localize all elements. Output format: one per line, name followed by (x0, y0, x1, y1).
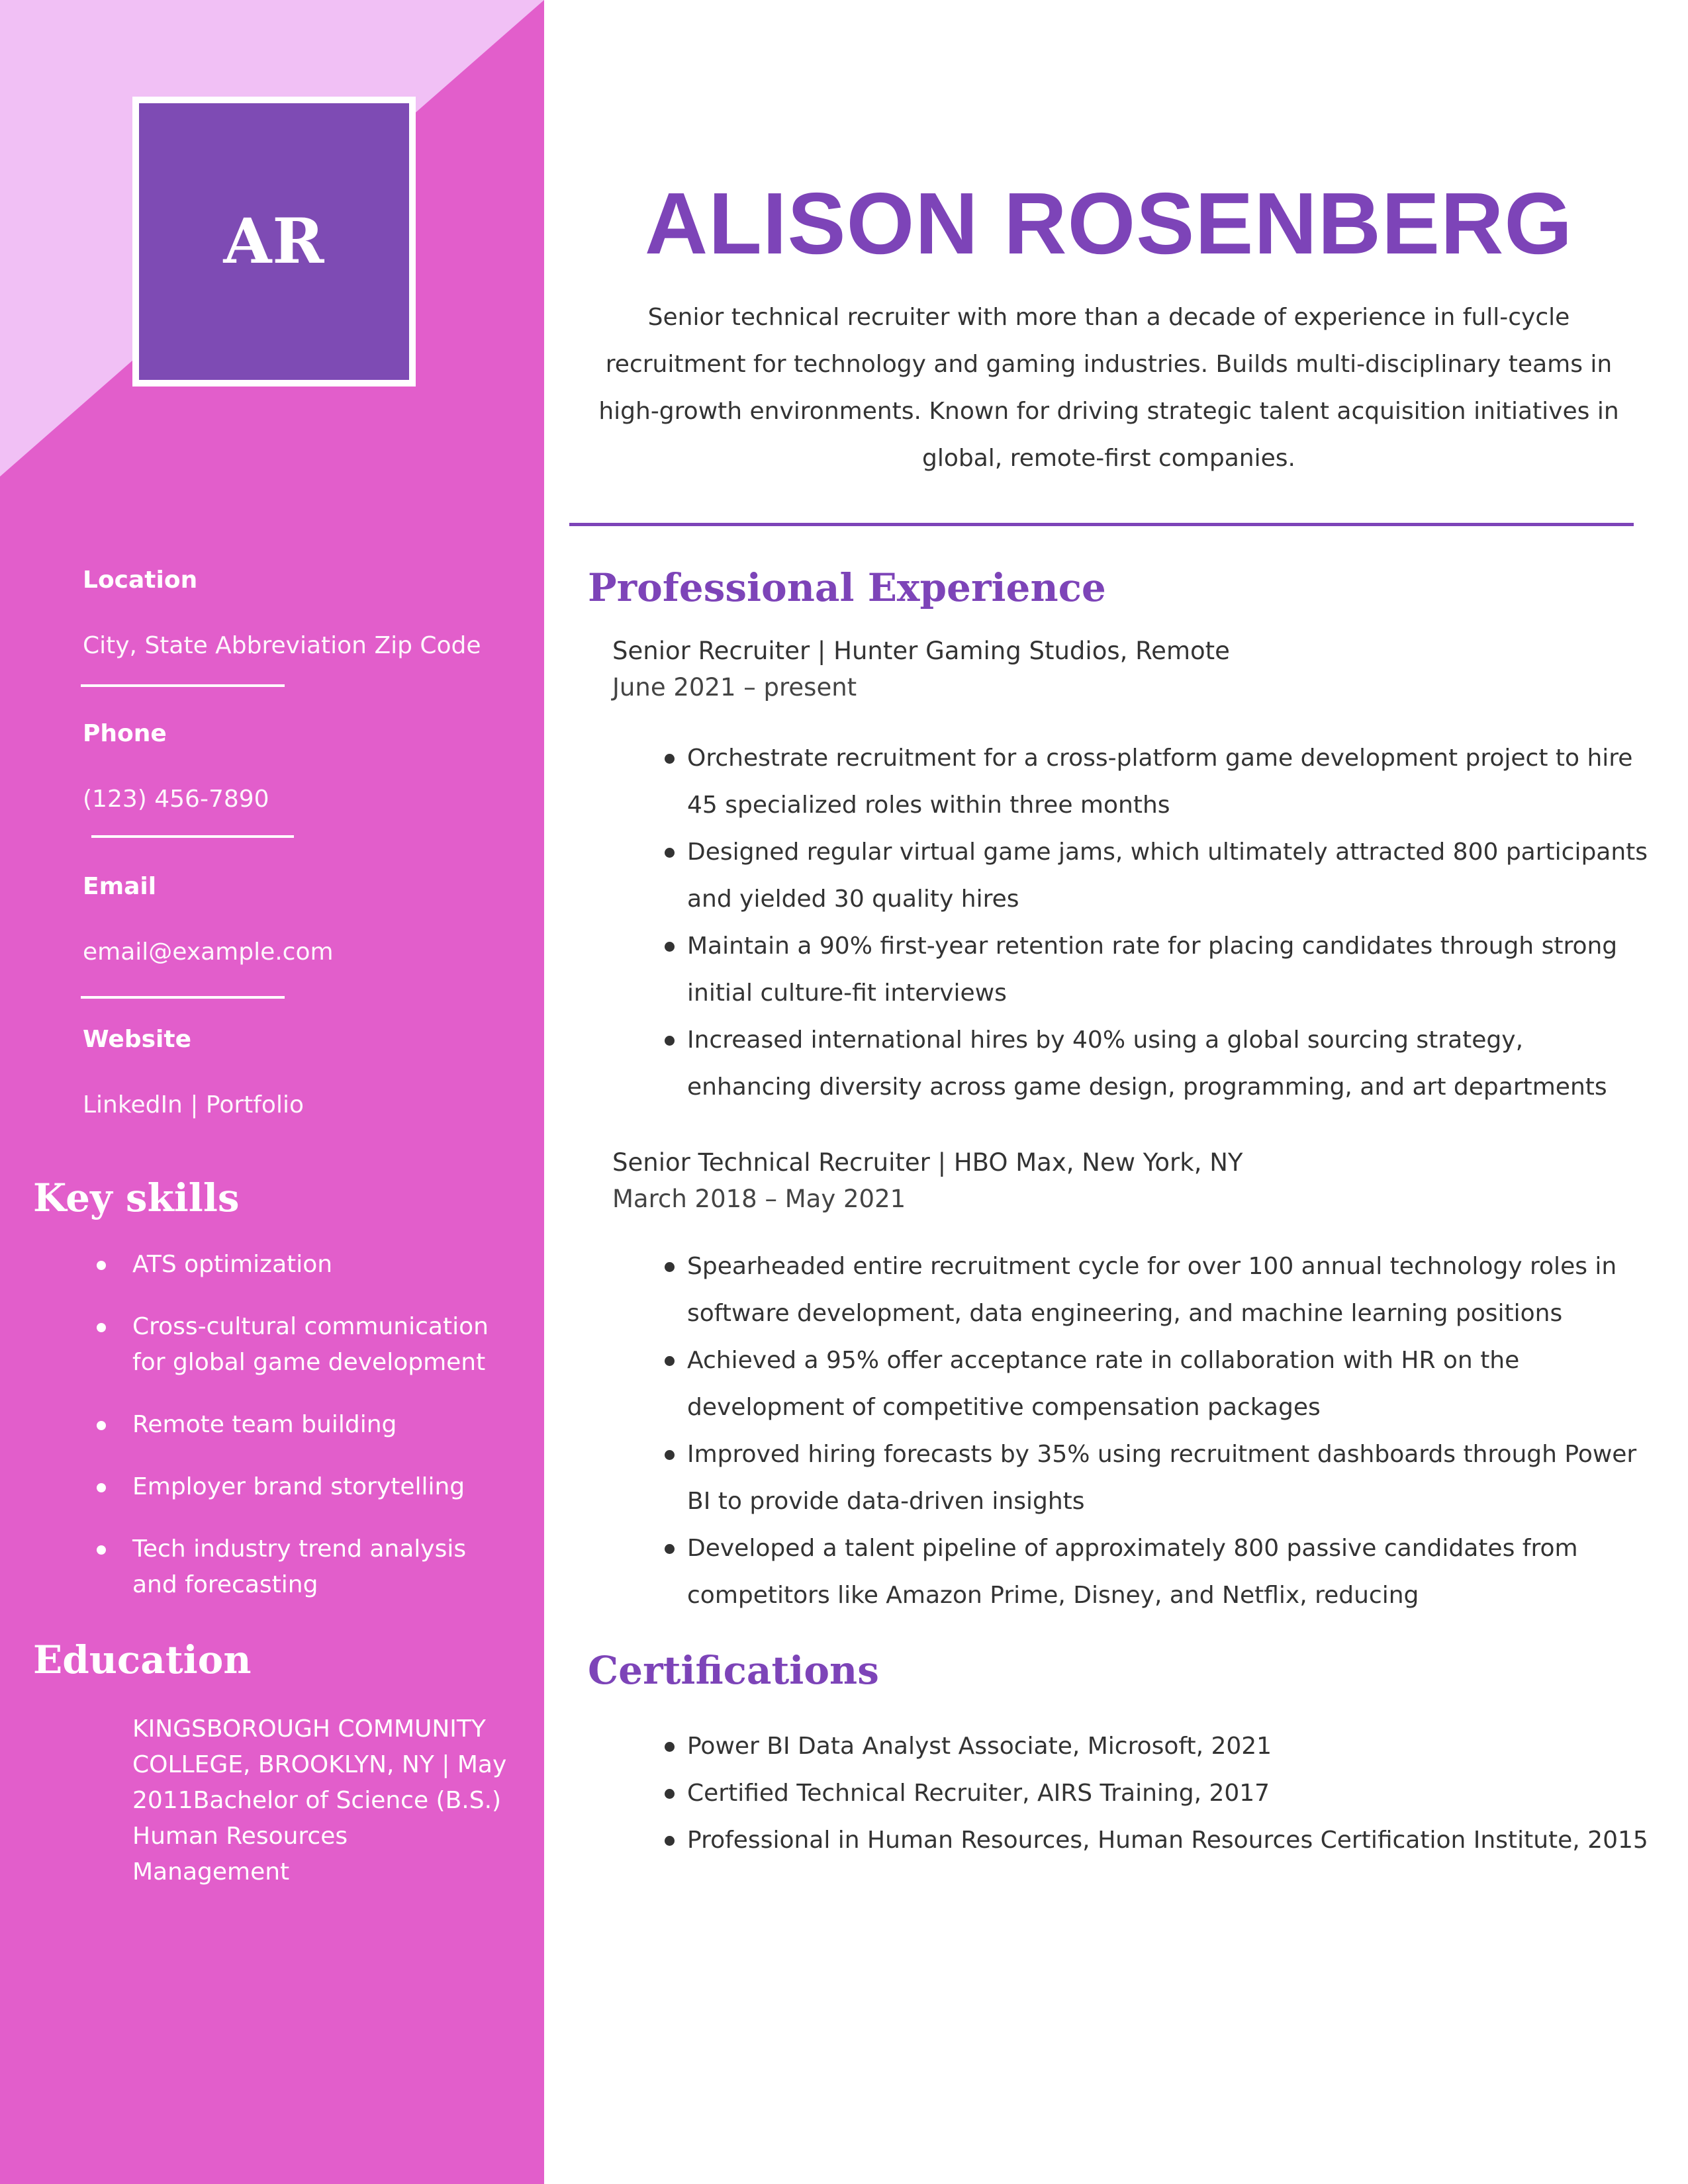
bullet-icon (665, 1356, 675, 1366)
certifications-heading: Certifications (588, 1648, 879, 1693)
list-item: Power BI Data Analyst Associate, Microsoft, 2021 (0, 1723, 1648, 1770)
certifications-list (0, 1723, 1688, 1864)
location-label: Location (83, 567, 198, 594)
list-item: Maintain a 90% first-year retention rate for placing candidates through strong initial culture-fit interviews (0, 923, 1648, 1017)
website-label: Website (83, 1026, 192, 1053)
list-item: Spearheaded entire recruitment cycle for over 100 annual technology roles in software development, data engineering, and machine learning positions (0, 1243, 1648, 1337)
experience-heading: Professional Experience (588, 565, 1106, 610)
list-item: Achieved a 95% offer acceptance rate in collaboration with HR on the development of competitive compensation packages (0, 1337, 1648, 1431)
bullet-icon (665, 942, 675, 952)
job-bullets (0, 735, 1688, 1111)
job-date: June 2021 – present (612, 673, 857, 702)
list-item: Developed a talent pipeline of approximately 800 passive candidates from competitors like Amazon Prime, Disney, and Netflix, reducing (0, 1525, 1648, 1619)
monogram-initials: AR (223, 205, 325, 278)
bullet-icon (665, 1036, 675, 1046)
email-label: Email (83, 873, 157, 900)
candidate-name: ALISON ROSENBERG (644, 175, 1573, 272)
email-value[interactable]: email@example.com (83, 938, 334, 966)
bullet-icon (665, 1789, 675, 1799)
contact-location (83, 567, 493, 659)
phone-value[interactable]: (123) 456-7890 (83, 786, 269, 813)
monogram-badge (132, 97, 416, 387)
website-value[interactable]: LinkedIn | Portfolio (83, 1091, 304, 1118)
bullet-icon (665, 1544, 675, 1554)
list-item: Orchestrate recruitment for a cross-platform game development project to hire 45 specialized roles within three months (0, 735, 1648, 829)
contact-divider (81, 684, 285, 687)
job-title: Senior Technical Recruiter | HBO Max, New York, NY (612, 1148, 1243, 1177)
location-value: City, State Abbreviation Zip Code (83, 632, 481, 659)
job-date: March 2018 – May 2021 (612, 1185, 906, 1213)
education-heading: Education (33, 1637, 252, 1682)
job-bullets (0, 1243, 1688, 1619)
skill-item: Remote team building (0, 1407, 510, 1443)
list-item: Increased international hires by 40% using a global sourcing strategy, enhancing diversity across game design, programming, and art departments (0, 1017, 1648, 1111)
list-item: Designed regular virtual game jams, which ultimately attracted 800 participants and yielded 30 quality hires (0, 829, 1648, 923)
job-title: Senior Recruiter | Hunter Gaming Studios, Remote (612, 637, 1230, 665)
bullet-icon (665, 848, 675, 858)
skill-item: Employer brand storytelling (0, 1469, 510, 1505)
bullet-icon (665, 754, 675, 764)
skill-item: Tech industry trend analysis and forecasting (0, 1531, 510, 1603)
skill-item: ATS optimization (0, 1247, 510, 1283)
skill-item: Cross-cultural communication for global game development (0, 1309, 510, 1381)
header-divider (569, 523, 1634, 526)
education-entry: KINGSBOROUGH COMMUNITY COLLEGE, BROOKLYN, NY | May 2011Bachelor of Science (B.S.) Human Resources Management (132, 1715, 507, 1886)
list-item: Certified Technical Recruiter, AIRS Training, 2017 (0, 1770, 1648, 1817)
bullet-icon (665, 1836, 675, 1846)
phone-label: Phone (83, 720, 167, 747)
list-item: Improved hiring forecasts by 35% using recruitment dashboards through Power BI to provide data-driven insights (0, 1431, 1648, 1525)
professional-summary: Senior technical recruiter with more than a decade of experience in full-cycle recruitment for technology and gaming industries. Builds multi-disciplinary teams in high-growth environments. Known for driving strategic talent acquisition initiatives in global, remote-first companies. (598, 304, 1619, 472)
bullet-icon (665, 1742, 675, 1752)
skills-heading: Key skills (33, 1175, 240, 1220)
list-item: Professional in Human Resources, Human Resources Certification Institute, 2015 (0, 1817, 1648, 1864)
bullet-icon (665, 1262, 675, 1272)
bullet-icon (665, 1450, 675, 1460)
